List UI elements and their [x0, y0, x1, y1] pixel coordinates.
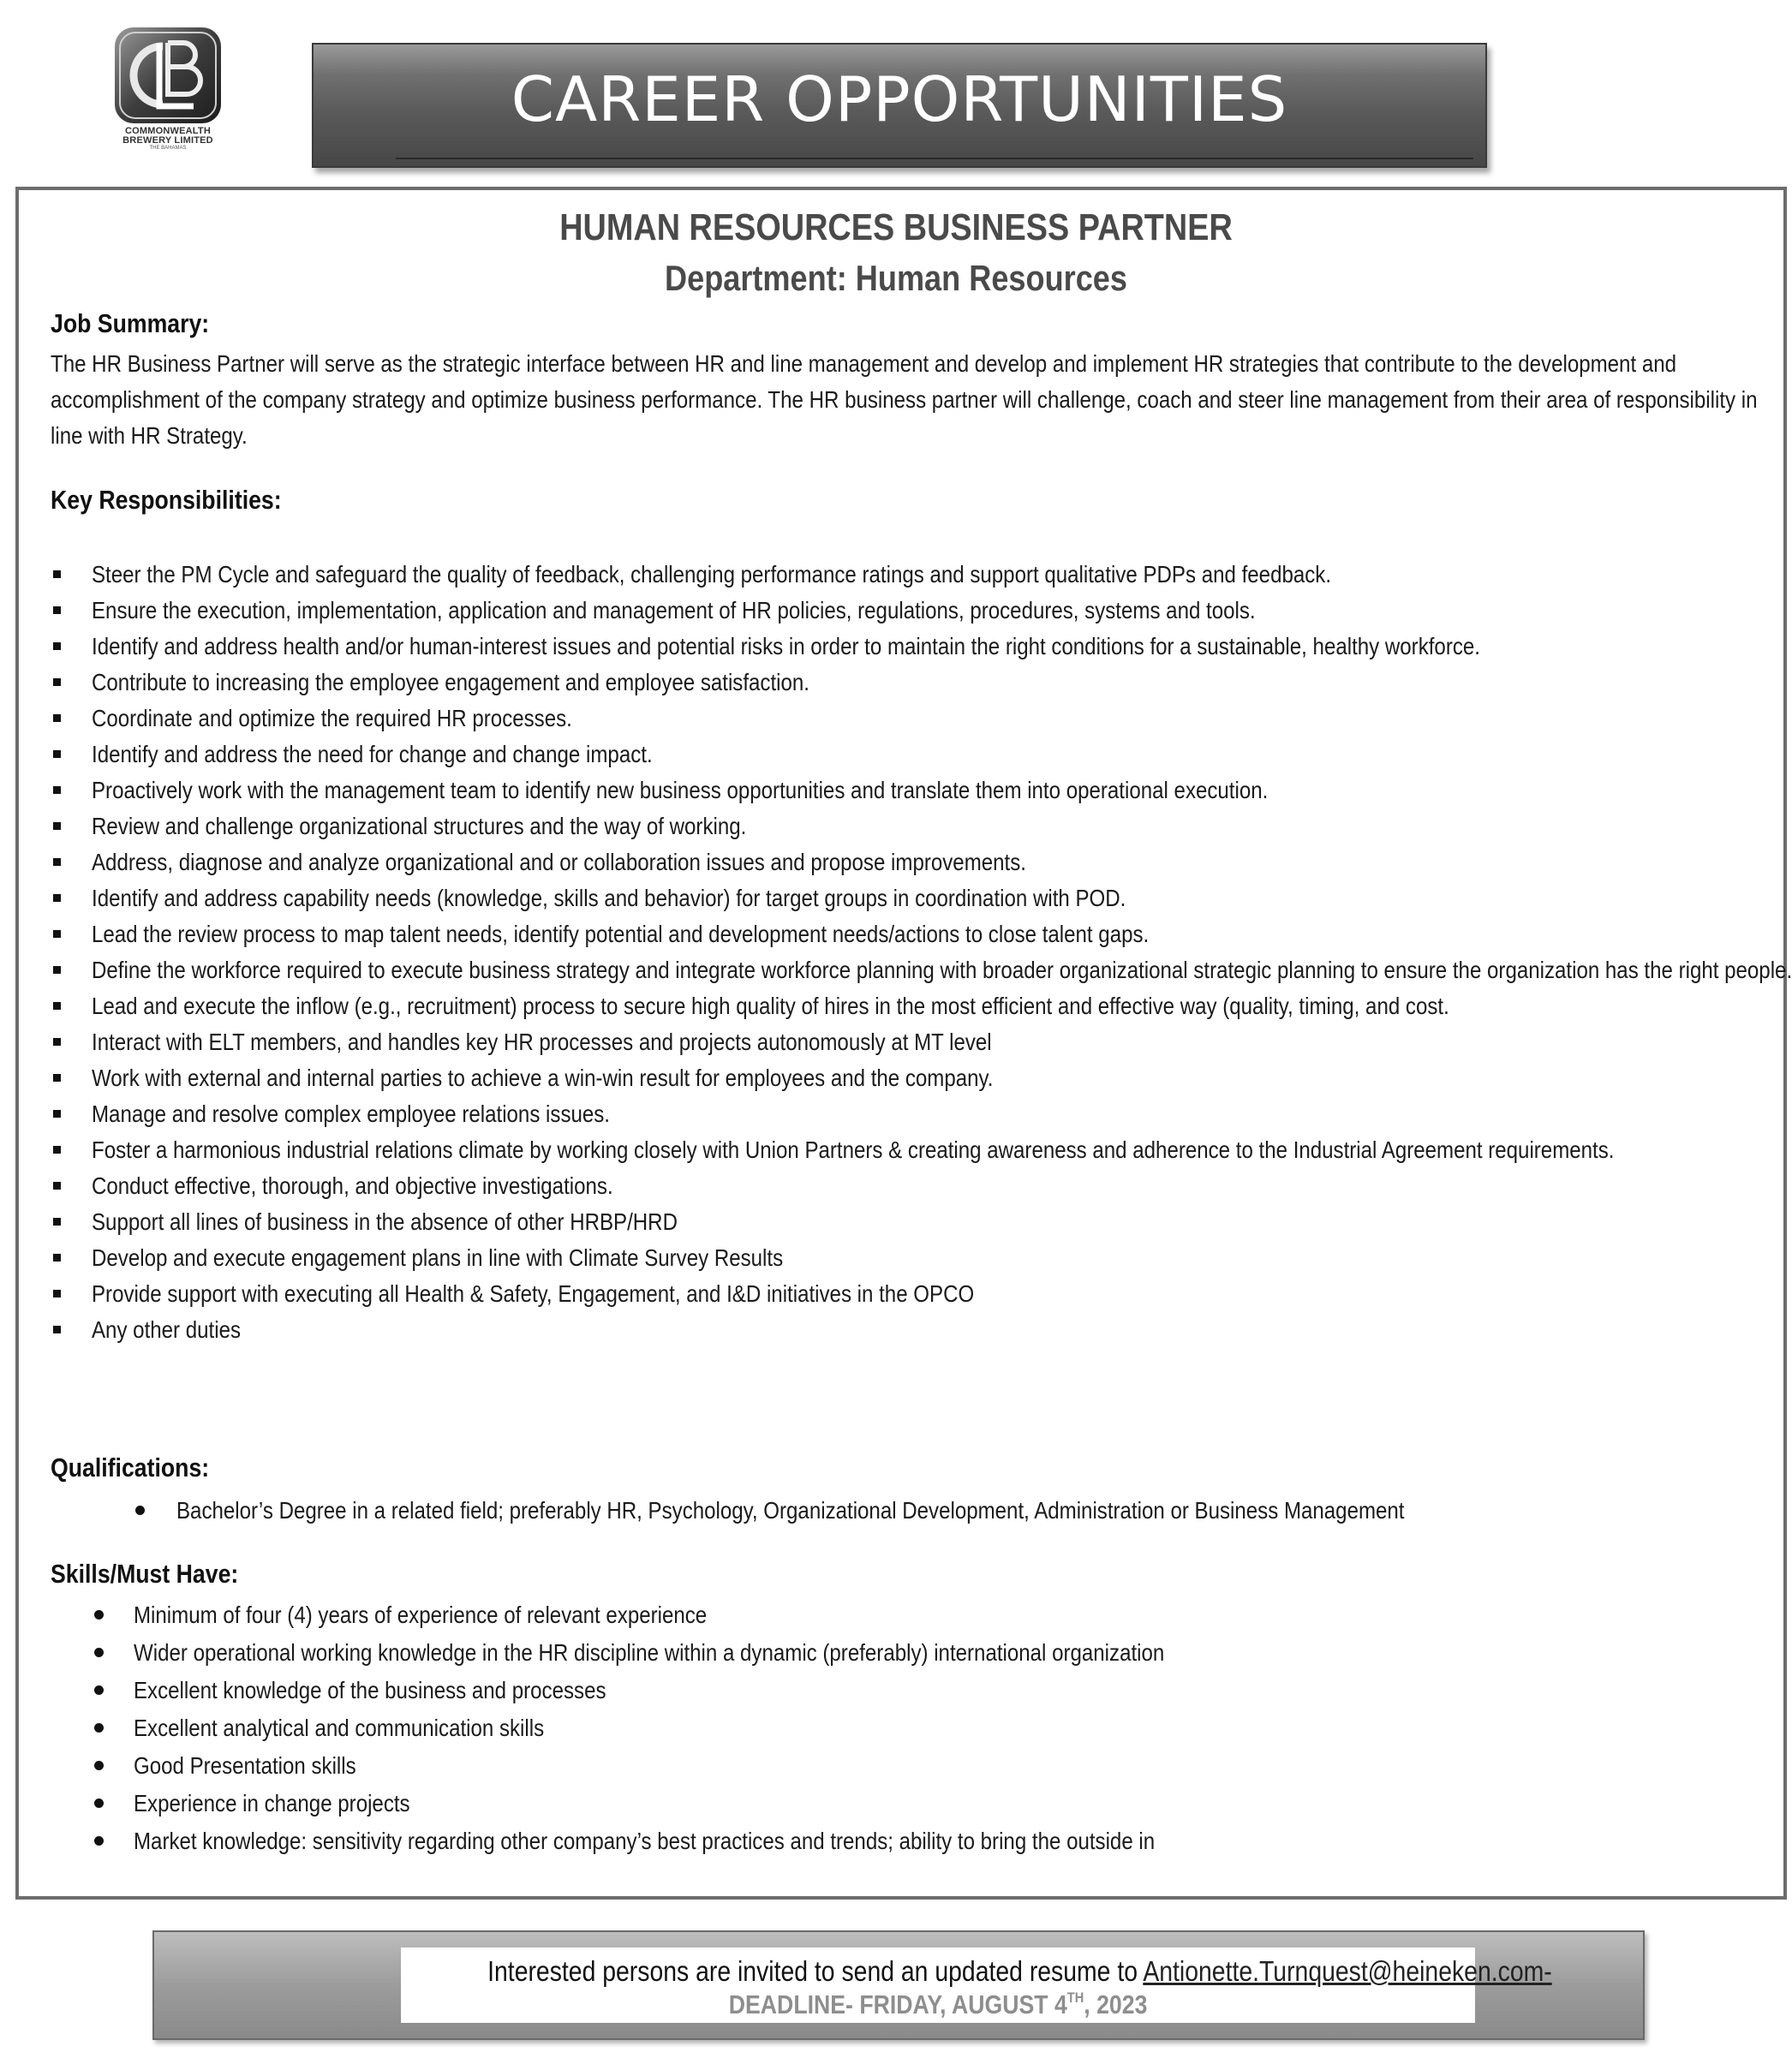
- round-bullet-icon: [94, 1798, 104, 1808]
- square-bullet-icon: [53, 606, 61, 614]
- logo-name-line1: COMMONWEALTH: [125, 126, 211, 136]
- deadline-text: DEADLINE- FRIDAY, AUGUST 4: [728, 1989, 1067, 2019]
- company-logo: [101, 24, 235, 161]
- responsibility-item: Identify and address health and/or human-interest issues and potential risks in order to maintain the right conditions for a sustainable, healthy workforce.: [51, 629, 1792, 665]
- square-bullet-icon: [53, 930, 61, 938]
- responsibility-item: Any other duties: [51, 1312, 1792, 1348]
- responsibility-item: Develop and execute engagement plans in line with Climate Survey Results: [51, 1240, 1792, 1276]
- round-bullet-icon: [94, 1610, 104, 1620]
- header-banner: [312, 43, 1487, 168]
- responsibility-item: Identify and address the need for change and change impact.: [51, 737, 1792, 772]
- footer-deadline-line: [401, 1989, 1475, 2021]
- round-bullet-icon: [94, 1836, 104, 1846]
- responsibility-item: Lead and execute the inflow (e.g., recruitment) process to secure high quality of hires in the most efficient and effective way (quality, timing, and cost.: [51, 988, 1792, 1024]
- responsibility-item: Foster a harmonious industrial relations climate by working closely with Union Partners & creating awareness and adherence to the Industrial Agreement requirements.: [51, 1132, 1792, 1168]
- round-bullet-icon: [94, 1761, 104, 1770]
- round-bullet-icon: [94, 1723, 104, 1733]
- skill-item: Wider operational working knowledge in the HR discipline within a dynamic (preferably) international organization: [93, 1634, 1332, 1672]
- skill-item: Experience in change projects: [93, 1785, 1332, 1822]
- responsibility-item: Identify and address capability needs (knowledge, skills and behavior) for target groups in coordination with POD.: [51, 880, 1792, 916]
- banner-rule: [396, 158, 1473, 159]
- skills-heading: Skills/Must Have:: [51, 1559, 239, 1589]
- deadline-year: , 2023: [1084, 1989, 1148, 2019]
- skills-list: [93, 1596, 1332, 1860]
- square-bullet-icon: [53, 714, 61, 722]
- square-bullet-icon: [53, 678, 61, 686]
- responsibility-item: Conduct effective, thorough, and objective investigations.: [51, 1168, 1792, 1204]
- responsibility-item: Provide support with executing all Health & Safety, Engagement, and I&D initiatives in the OPCO: [51, 1276, 1792, 1312]
- responsibility-item: Manage and resolve complex employee relations issues.: [51, 1096, 1792, 1132]
- responsibility-item: Review and challenge organizational structures and the way of working.: [51, 808, 1792, 844]
- key-responsibilities-heading: Key Responsibilities:: [51, 485, 282, 515]
- square-bullet-icon: [53, 642, 61, 650]
- round-bullet-icon: [94, 1685, 104, 1695]
- square-bullet-icon: [53, 822, 61, 830]
- footer-panel: [401, 1948, 1552, 2023]
- responsibility-item: Define the workforce required to execute business strategy and integrate workforce planning with broader organizational strategic planning to ensure the organization has the right people.: [51, 952, 1792, 988]
- logo-name-line2: BREWERY LIMITED: [122, 135, 213, 146]
- responsibility-item: Contribute to increasing the employee engagement and employee satisfaction.: [51, 665, 1792, 701]
- department-title: Department: Human Resources: [665, 258, 1127, 298]
- footer-invite-line: [401, 1954, 1552, 1989]
- square-bullet-icon: [53, 1218, 61, 1226]
- square-bullet-icon: [53, 750, 61, 758]
- square-bullet-icon: [53, 858, 61, 866]
- skill-item: Market knowledge: sensitivity regarding other company’s best practices and trends; ability to bring the outside in: [93, 1822, 1332, 1860]
- responsibility-item: Steer the PM Cycle and safeguard the quality of feedback, challenging performance ratings and support qualitative PDPs and feedback.: [51, 557, 1792, 593]
- skill-item: Good Presentation skills: [93, 1747, 1332, 1785]
- job-summary-text: The HR Business Partner will serve as the strategic interface between HR and line management and develop and implement HR strategies that contribute to the development and accomplishment of the company strategy and optimize business performance. The HR business partner will challenge, coach and steer line management from their area of responsibility in line with HR Strategy.: [51, 350, 1758, 449]
- square-bullet-icon: [53, 894, 61, 902]
- square-bullet-icon: [53, 1290, 61, 1297]
- job-summary-heading: Job Summary:: [51, 308, 210, 338]
- square-bullet-icon: [53, 1254, 61, 1262]
- responsibility-item: Ensure the execution, implementation, application and management of HR policies, regulations, procedures, systems and tools.: [51, 593, 1792, 629]
- cbl-logo-icon: [110, 24, 226, 127]
- responsibility-item: Work with external and internal parties to achieve a win-win result for employees and the company.: [51, 1060, 1792, 1096]
- responsibility-item: Interact with ELT members, and handles key HR processes and projects autonomously at MT level: [51, 1024, 1792, 1060]
- qualifications-list: [134, 1492, 1604, 1530]
- responsibility-item: Proactively work with the management team to identify new business opportunities and translate them into operational execution.: [51, 772, 1792, 808]
- skill-item: Excellent analytical and communication skills: [93, 1709, 1332, 1747]
- responsibility-item: Address, diagnose and analyze organizational and or collaboration issues and propose improvements.: [51, 844, 1792, 880]
- square-bullet-icon: [53, 1074, 61, 1082]
- banner-title: CAREER OPPORTUNITIES: [511, 63, 1288, 135]
- job-title: HUMAN RESOURCES BUSINESS PARTNER: [559, 206, 1233, 248]
- logo-sub-line: THE BAHAMAS: [149, 146, 187, 151]
- square-bullet-icon: [53, 786, 61, 794]
- square-bullet-icon: [53, 1146, 61, 1154]
- responsibility-item: Coordinate and optimize the required HR processes.: [51, 701, 1792, 737]
- square-bullet-icon: [53, 1326, 61, 1333]
- footer-email-link[interactable]: Antionette.Turnquest@heineken.com-: [1143, 1955, 1552, 1987]
- qualification-item: Bachelor’s Degree in a related field; preferably HR, Psychology, Organizational Development, Administration or Business Management: [134, 1492, 1604, 1530]
- responsibility-item: Lead the review process to map talent needs, identify potential and development needs/actions to close talent gaps.: [51, 916, 1792, 952]
- skill-item: Excellent knowledge of the business and processes: [93, 1672, 1332, 1709]
- square-bullet-icon: [53, 1182, 61, 1190]
- square-bullet-icon: [53, 1002, 61, 1010]
- square-bullet-icon: [53, 1038, 61, 1046]
- qualifications-heading: Qualifications:: [51, 1453, 210, 1482]
- skill-item: Minimum of four (4) years of experience of relevant experience: [93, 1596, 1332, 1634]
- footer-banner: [152, 1930, 1645, 2040]
- square-bullet-icon: [53, 570, 61, 578]
- square-bullet-icon: [53, 1110, 61, 1118]
- responsibility-item: Support all lines of business in the absence of other HRBP/HRD: [51, 1204, 1792, 1240]
- footer-invite-text: Interested persons are invited to send an updated resume to: [487, 1955, 1144, 1987]
- round-bullet-icon: [94, 1648, 104, 1657]
- responsibilities-list: [51, 557, 1792, 1348]
- round-bullet-icon: [135, 1506, 145, 1515]
- square-bullet-icon: [53, 966, 61, 974]
- deadline-ordinal: TH: [1066, 1989, 1084, 2006]
